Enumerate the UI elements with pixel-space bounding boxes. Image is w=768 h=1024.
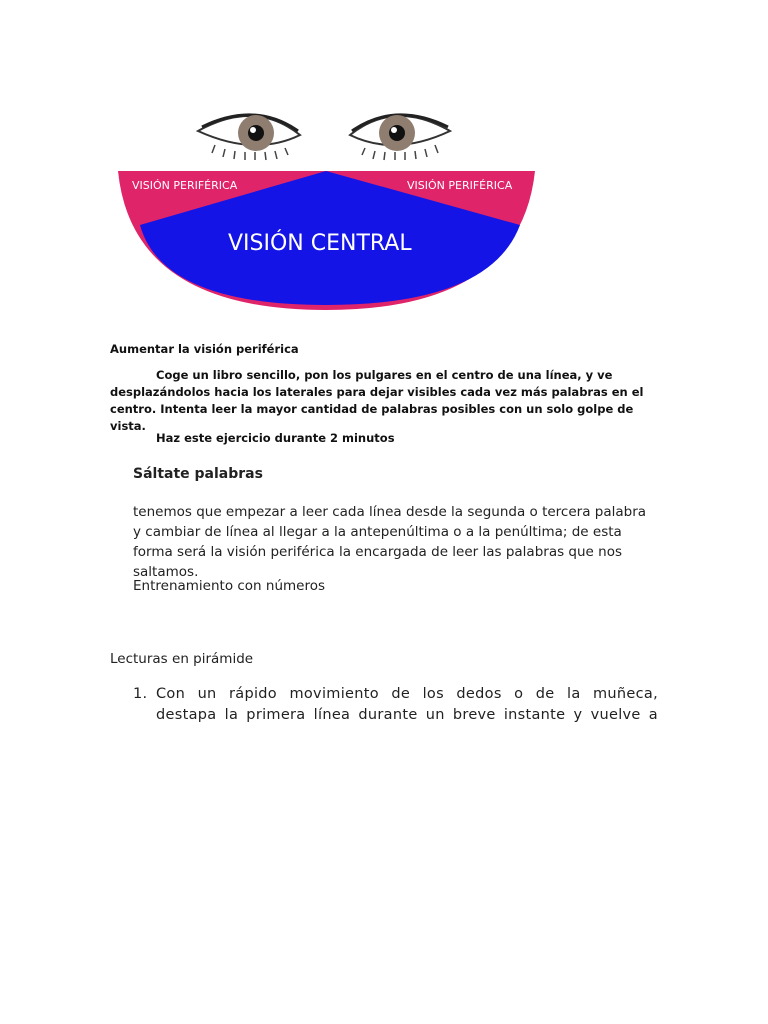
right-eye-icon xyxy=(350,115,450,160)
numbered-list xyxy=(133,684,658,726)
label-peripheral-right: VISIÓN PERIFÉRICA xyxy=(407,179,513,192)
list-item-line-1: Con un rápido movimiento de los dedos o de la muñeca, xyxy=(156,686,658,702)
instruction-text: Haz este ejercicio durante 2 minutos xyxy=(156,431,395,445)
label-peripheral-left: VISIÓN PERIFÉRICA xyxy=(132,179,238,192)
list-item-line-2: destapa la primera línea durante un breve instante y vuelve a xyxy=(156,707,658,723)
paragraph-peripheral xyxy=(110,367,655,435)
left-eye-icon xyxy=(198,115,300,160)
section-title-entrenamiento: Entrenamiento con números xyxy=(133,578,326,594)
section-title-lecturas: Lecturas en pirámide xyxy=(110,651,254,667)
vision-diagram xyxy=(110,105,540,310)
section-title-peripheral: Aumentar la visión periférica xyxy=(110,342,299,356)
paragraph-peripheral-text: Coge un libro sencillo, pon los pulgares en el centro de una línea, y ve desplazándolos hacia los laterales para dejar visibles cada vez más palabras en el centro. Intenta leer la mayor cantidad de palabras posibles con un solo golpe de vista. xyxy=(110,368,644,433)
list-item-number: 1. xyxy=(133,686,148,702)
paragraph-saltate: tenemos que empezar a leer cada línea desde la segunda o tercera palabra y cambiar de línea al llegar a la antepenúltima o a la penúltima; de esta forma será la visión periférica la encargada de leer las palabras que nos saltamos. xyxy=(133,504,647,580)
label-central: VISIÓN CENTRAL xyxy=(228,231,412,256)
section-title-saltate: Sáltate palabras xyxy=(133,466,263,482)
